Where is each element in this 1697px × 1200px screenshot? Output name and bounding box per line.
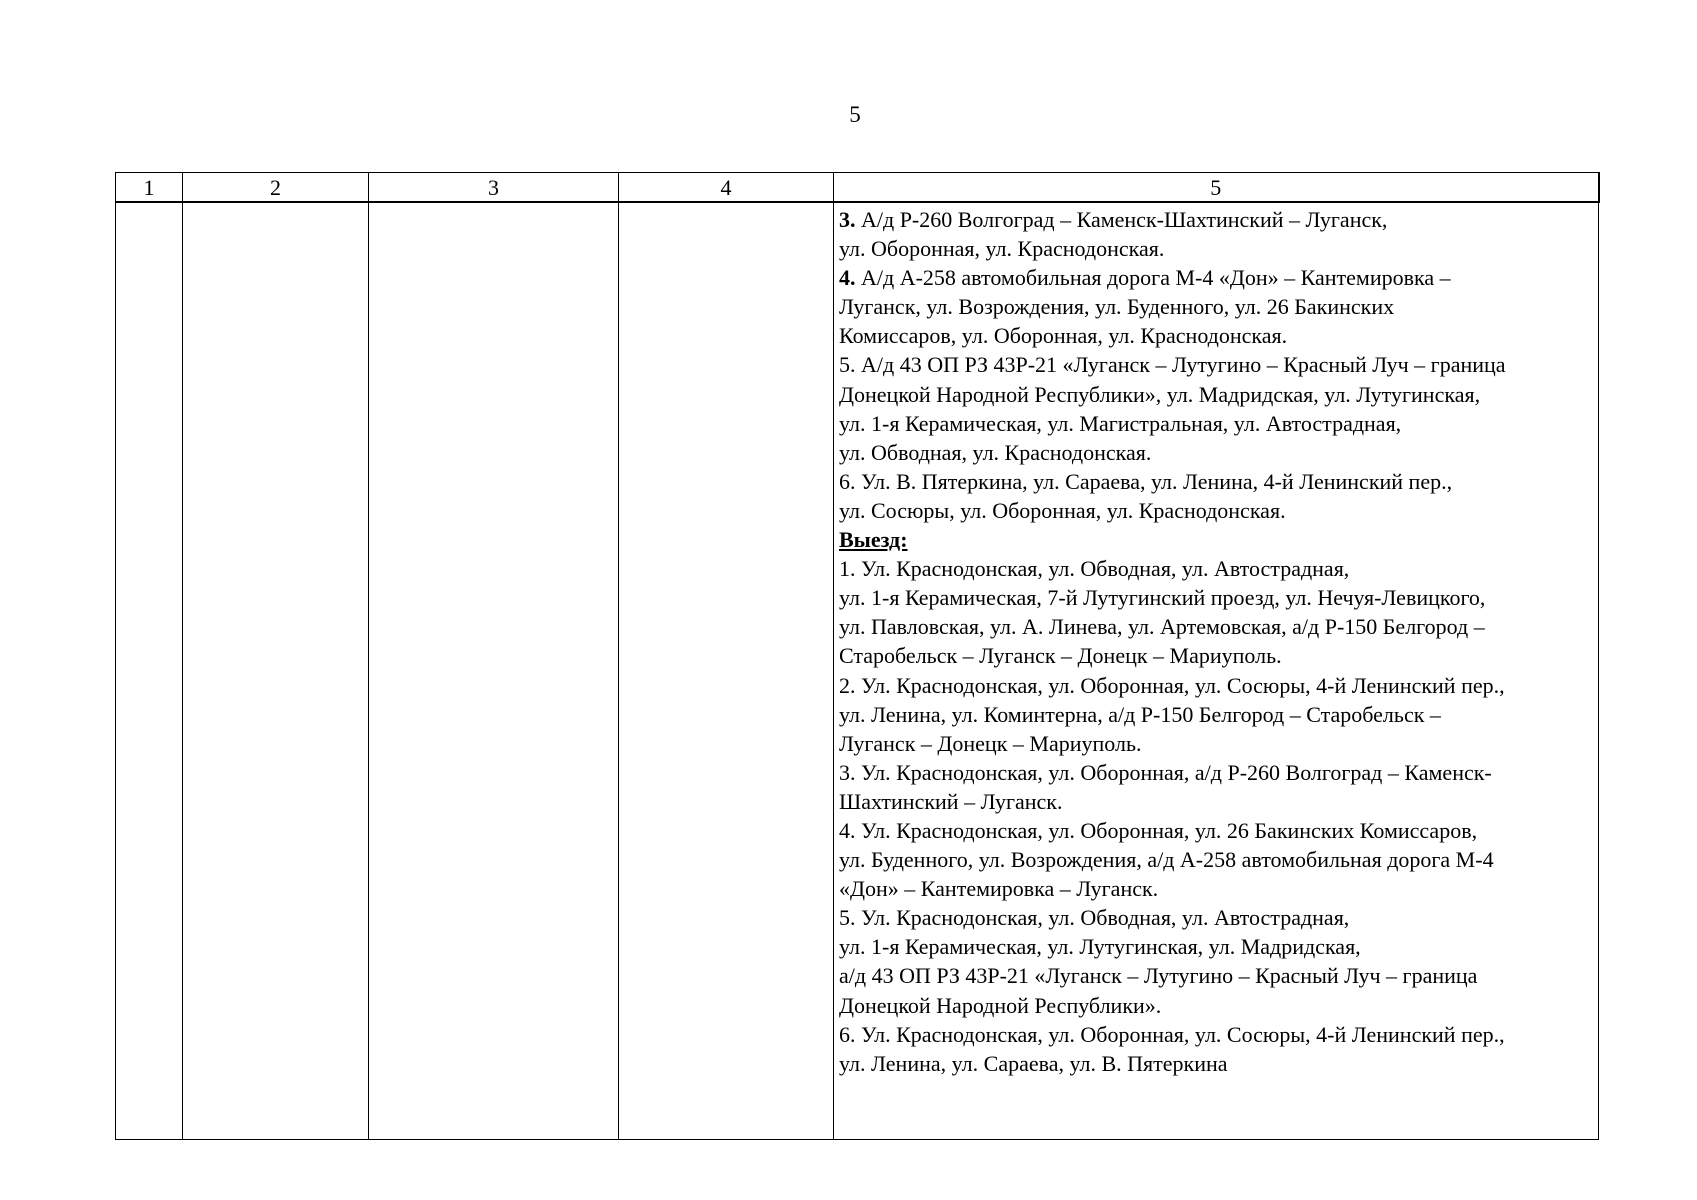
column-header-2: 2 bbox=[183, 173, 369, 203]
route-line: 1. Ул. Краснодонская, ул. Обводная, ул. Автострадная, bbox=[839, 556, 1350, 582]
route-line: Луганск – Донецк – Мариуполь. bbox=[839, 730, 1142, 756]
route-line: ул. Буденного, ул. Возрождения, а/д А-258 автомобильная дорога М-4 bbox=[839, 847, 1494, 873]
route-text: Комиссаров, ул. Оборонная, ул. Краснодонская. bbox=[839, 323, 1288, 349]
route-line: а/д 43 ОП РЗ 43Р-21 «Луганск – Лутугино – Красный Луч – граница bbox=[839, 963, 1478, 989]
page-number: 5 bbox=[849, 102, 861, 127]
route-line: 5. Ул. Краснодонская, ул. Обводная, ул. Автострадная, bbox=[839, 905, 1350, 931]
route-table bbox=[115, 172, 1600, 1140]
route-number: 3. bbox=[839, 207, 856, 232]
route-line bbox=[839, 380, 1592, 409]
route-line bbox=[839, 350, 1592, 379]
route-line: «Дон» – Кантемировка – Луганск. bbox=[839, 876, 1159, 902]
route-line: ул. Ленина, ул. Коминтерна, а/д Р-150 Белгород – Старобельск – bbox=[839, 701, 1441, 727]
route-line: 6. Ул. Краснодонская, ул. Оборонная, ул. Сосюры, 4-й Ленинский пер., bbox=[839, 1021, 1505, 1047]
route-line bbox=[839, 467, 1592, 496]
route-line: 4. Ул. Краснодонская, ул. Оборонная, ул. 26 Бакинских Комиссаров, bbox=[839, 817, 1478, 843]
route-line bbox=[839, 438, 1592, 467]
route-text: А/д Р-260 Волгоград – Каменск-Шахтинский – Луганск, bbox=[855, 207, 1388, 232]
cell-column-5 bbox=[834, 202, 1599, 1140]
route-line: ул. 1-я Керамическая, 7-й Лутугинский проезд, ул. Нечуя-Левицкого, bbox=[839, 585, 1486, 611]
route-line bbox=[839, 409, 1592, 438]
entry-routes-list bbox=[839, 205, 1592, 525]
cell-column-4 bbox=[619, 202, 834, 1140]
route-text: А/д А-258 автомобильная дорога М-4 «Дон» – Кантемировка – bbox=[855, 265, 1451, 291]
header-row bbox=[116, 173, 1599, 203]
route-text: 5. А/д 43 ОП РЗ 43Р-21 «Луганск – Лутугино – Красный Луч – граница bbox=[839, 352, 1506, 378]
exit-heading: Выезд: bbox=[839, 527, 908, 553]
route-line bbox=[839, 234, 1592, 263]
column-header-3: 3 bbox=[369, 173, 619, 203]
route-line bbox=[839, 321, 1592, 350]
table-row bbox=[116, 202, 1599, 1140]
route-line: Донецкой Народной Республики». bbox=[839, 992, 1162, 1018]
route-line bbox=[839, 292, 1592, 321]
column-header-4: 4 bbox=[619, 173, 834, 203]
route-text: ул. Обводная, ул. Краснодонская. bbox=[839, 439, 1152, 465]
route-line: ул. Ленина, ул. Сараева, ул. В. Пятеркина bbox=[839, 1050, 1228, 1076]
table-header bbox=[116, 173, 1599, 203]
route-number: 4. bbox=[839, 265, 856, 291]
route-line: 2. Ул. Краснодонская, ул. Оборонная, ул. Сосюры, 4-й Ленинский пер., bbox=[839, 672, 1505, 698]
route-text: 6. Ул. В. Пятеркина, ул. Сараева, ул. Ленина, 4-й Ленинский пер., bbox=[839, 468, 1453, 494]
cell-column-2 bbox=[183, 202, 369, 1140]
route-line: Шахтинский – Луганск. bbox=[839, 788, 1063, 814]
route-line: 3. Ул. Краснодонская, ул. Оборонная, а/д Р-260 Волгоград – Каменск- bbox=[839, 759, 1492, 785]
column-header-1: 1 bbox=[116, 173, 183, 203]
route-line bbox=[839, 496, 1592, 525]
exit-routes-list bbox=[839, 554, 1592, 1078]
route-text: ул. Оборонная, ул. Краснодонская. bbox=[839, 236, 1165, 262]
cell-column-3 bbox=[369, 202, 619, 1140]
route-line: ул. 1-я Керамическая, ул. Лутугинская, ул. Мадридская, bbox=[839, 934, 1361, 960]
route-text: Донецкой Народной Республики», ул. Мадридская, ул. Лутугинская, bbox=[839, 381, 1481, 407]
column-header-5: 5 bbox=[834, 173, 1599, 203]
route-line bbox=[839, 205, 1592, 234]
table-body bbox=[116, 202, 1599, 1140]
route-text: Луганск, ул. Возрождения, ул. Буденного, ул. 26 Бакинских bbox=[839, 294, 1395, 320]
route-text: ул. Сосюры, ул. Оборонная, ул. Краснодонская. bbox=[839, 497, 1286, 523]
route-line: Старобельск – Луганск – Донецк – Мариуполь. bbox=[839, 643, 1282, 669]
route-line bbox=[839, 263, 1592, 292]
cell-column-1 bbox=[116, 202, 183, 1140]
route-text: ул. 1-я Керамическая, ул. Магистральная, ул. Автострадная, bbox=[839, 410, 1402, 436]
route-line: ул. Павловская, ул. А. Линева, ул. Артемовская, а/д Р-150 Белгород – bbox=[839, 614, 1485, 640]
